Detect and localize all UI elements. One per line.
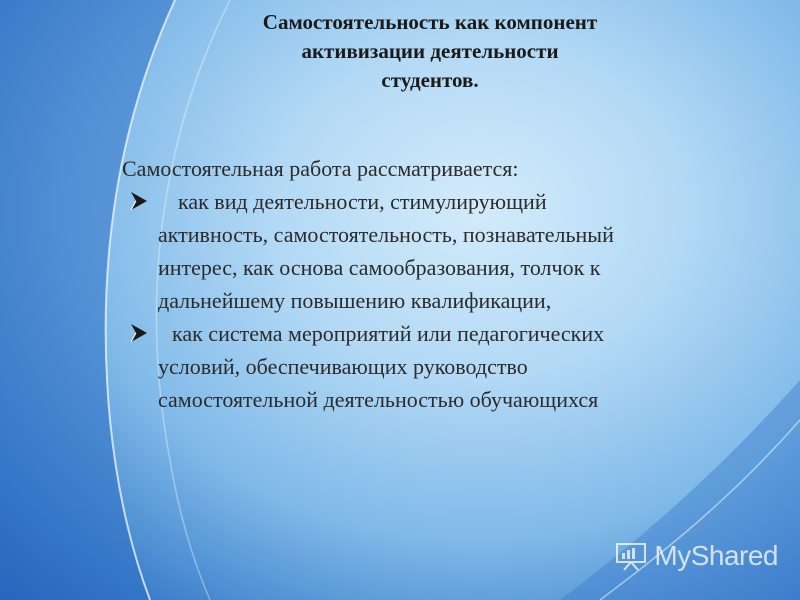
bullet-line: дальнейшему повышению квалификации, [158,288,552,313]
bullet-line: активность, самостоятельность, познавательный [158,222,614,247]
bullet-list [122,185,742,416]
bullet-text [158,185,742,317]
slide-content [122,152,742,416]
arrow-bullet-icon [130,191,148,211]
title-line: активизации деятельности [301,39,559,63]
intro-text: Самостоятельная работа рассматривается: [122,156,519,181]
bullet-text [158,317,742,416]
presentation-board-icon [614,541,648,571]
watermark [614,540,778,572]
slide-title [170,8,690,95]
bullet-line: как вид деятельности, стимулирующий [178,189,547,214]
bullet-line: самостоятельной деятельностью обучающихся [158,387,599,412]
title-line: Самостоятельность как компонент [262,10,598,34]
bullet-item [122,185,742,317]
bullet-line: условий, обеспечивающих руководство [158,354,528,379]
title-line: студентов. [381,68,479,92]
watermark-text: MyShared [654,540,778,571]
arrow-bullet-icon [130,323,148,343]
bullet-line: как система мероприятий или педагогических [172,321,605,346]
bullet-item [122,317,742,416]
bullet-line: интерес, как основа самообразования, толчок к [158,255,601,280]
